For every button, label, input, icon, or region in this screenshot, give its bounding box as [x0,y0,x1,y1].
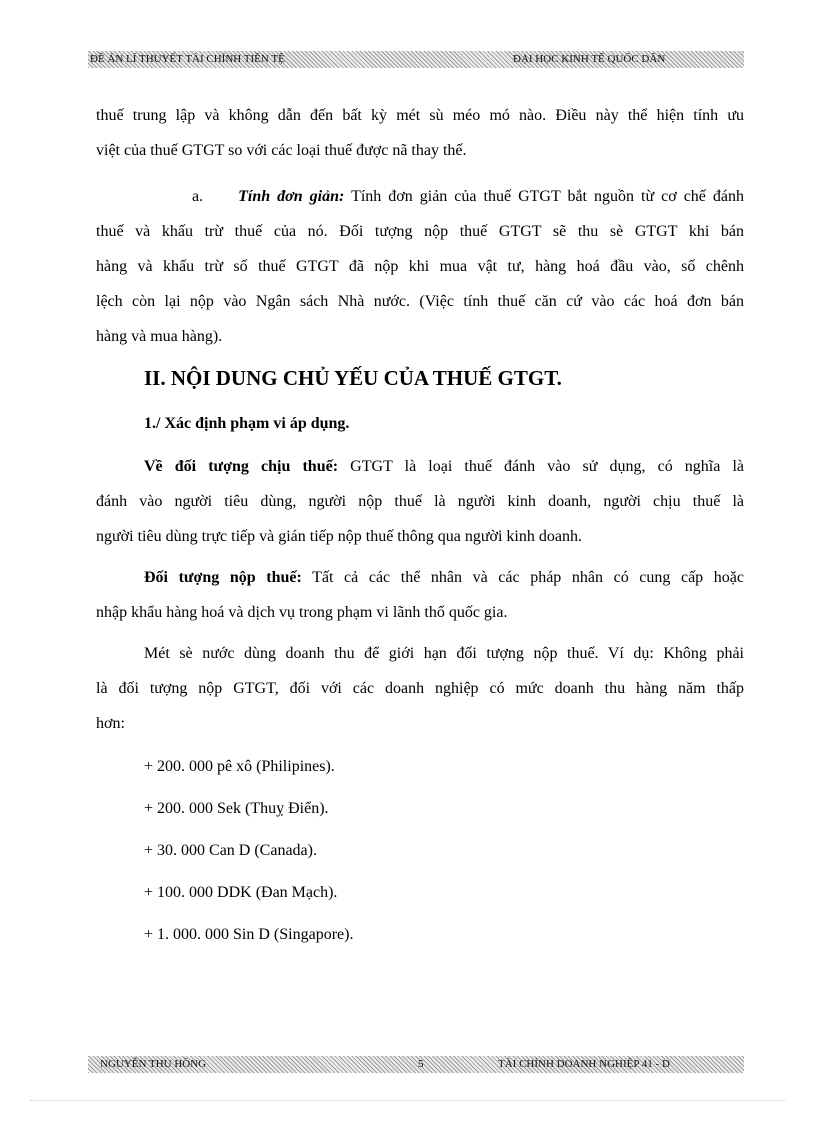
paragraph-continued [96,98,744,168]
text-fragment: Mét sè nước dùng doanh thu để giới hạn đối tượng nộp thuế. Ví dụ: Không phải [144,645,744,662]
text-line: thuế và khấu trừ thuế của nó. Đối tượng nộp thuế GTGT sẽ thu sè GTGT khi bán [96,223,744,240]
text-line: là đối tượng nộp GTGT, đối với các doanh nghiệp có mức doanh thu hàng năm thấp [96,680,744,697]
term-title: Tính đơn giản: [238,188,345,205]
list-item: + 1. 000. 000 Sin D (Singapore). [144,926,354,943]
running-header [88,51,744,68]
text-line [96,179,744,214]
section-heading: II. NỘI DUNG CHỦ YẾU CỦA THUẾ GTGT. [144,366,562,390]
list-item: + 200. 000 pê xô (Philipines). [144,758,335,775]
text-line: người tiêu dùng trực tiếp và gián tiếp nộp thuế thông qua người kinh doanh. [96,528,582,545]
text-fragment: Tất cả các thể nhân và các pháp nhân có cung cấp hoặc [312,569,744,586]
footer-author: NGUYỄN THU HỒNG [100,1058,207,1070]
text-line: thuế trung lập và không dẫn đến bất kỳ mét sù méo mó nào. Điều này thể hiện tính ưu [96,107,744,124]
text-line: nhập khẩu hàng hoá và dịch vụ trong phạm vi lãnh thổ quốc gia. [96,604,508,621]
list-marker: a. [192,188,204,205]
text-fragment: GTGT là loại thuế đánh vào sử dụng, có nghĩa là [350,458,745,475]
page-number: 5 [418,1058,424,1070]
text-line: hàng và mua hàng). [96,328,223,345]
text-line [96,560,744,595]
running-footer [88,1056,744,1073]
header-left-text: ĐỀ ÁN LÍ THUYẾT TÀI CHÍNH TIỀN TỆ [90,53,285,65]
list-item: + 200. 000 Sek (Thuỵ Điển). [144,800,329,817]
text-line: việt của thuế GTGT so với các loại thuế được nã thay thế. [96,142,467,159]
header-right-text: ĐẠI HỌC KINH TẾ QUỐC DÂN [513,53,666,65]
text-line: hơn: [96,715,125,732]
footer-course: TÀI CHÍNH DOANH NGHIỆP 41 - D [498,1058,670,1070]
text-line: đánh vào người tiêu dùng, người nộp thuế là người kinh doanh, người chịu thuế là [96,493,744,510]
threshold-list [96,746,744,956]
paragraph-taxable-objects [96,449,744,554]
text-line: hàng và khấu trừ số thuế GTGT đã nộp khi mua vật tư, hàng hoá đầu vào, số chênh [96,258,744,275]
paragraph-simplicity [96,179,744,354]
term-title: Về đối tượng chịu thuế: [144,458,339,475]
text-fragment: Tính đơn giản của thuế GTGT bắt nguồn từ cơ chế đánh [351,188,745,205]
text-line: lệch còn lại nộp vào Ngân sách Nhà nước. (Việc tính thuế căn cứ vào các hoá đơn bán [96,293,744,310]
text-line [96,636,744,671]
subsection-heading: 1./ Xác định phạm vi áp dụng. [144,415,350,432]
document-body [96,98,744,168]
paragraph-taxpayers [96,560,744,630]
list-item: + 30. 000 Can D (Canada). [144,842,317,859]
text-line [96,449,744,484]
page-bottom-rule [30,1100,786,1101]
term-title: Đối tượng nộp thuế: [144,569,302,586]
list-item: + 100. 000 DDK (Đan Mạch). [144,884,338,901]
paragraph-thresholds [96,636,744,741]
